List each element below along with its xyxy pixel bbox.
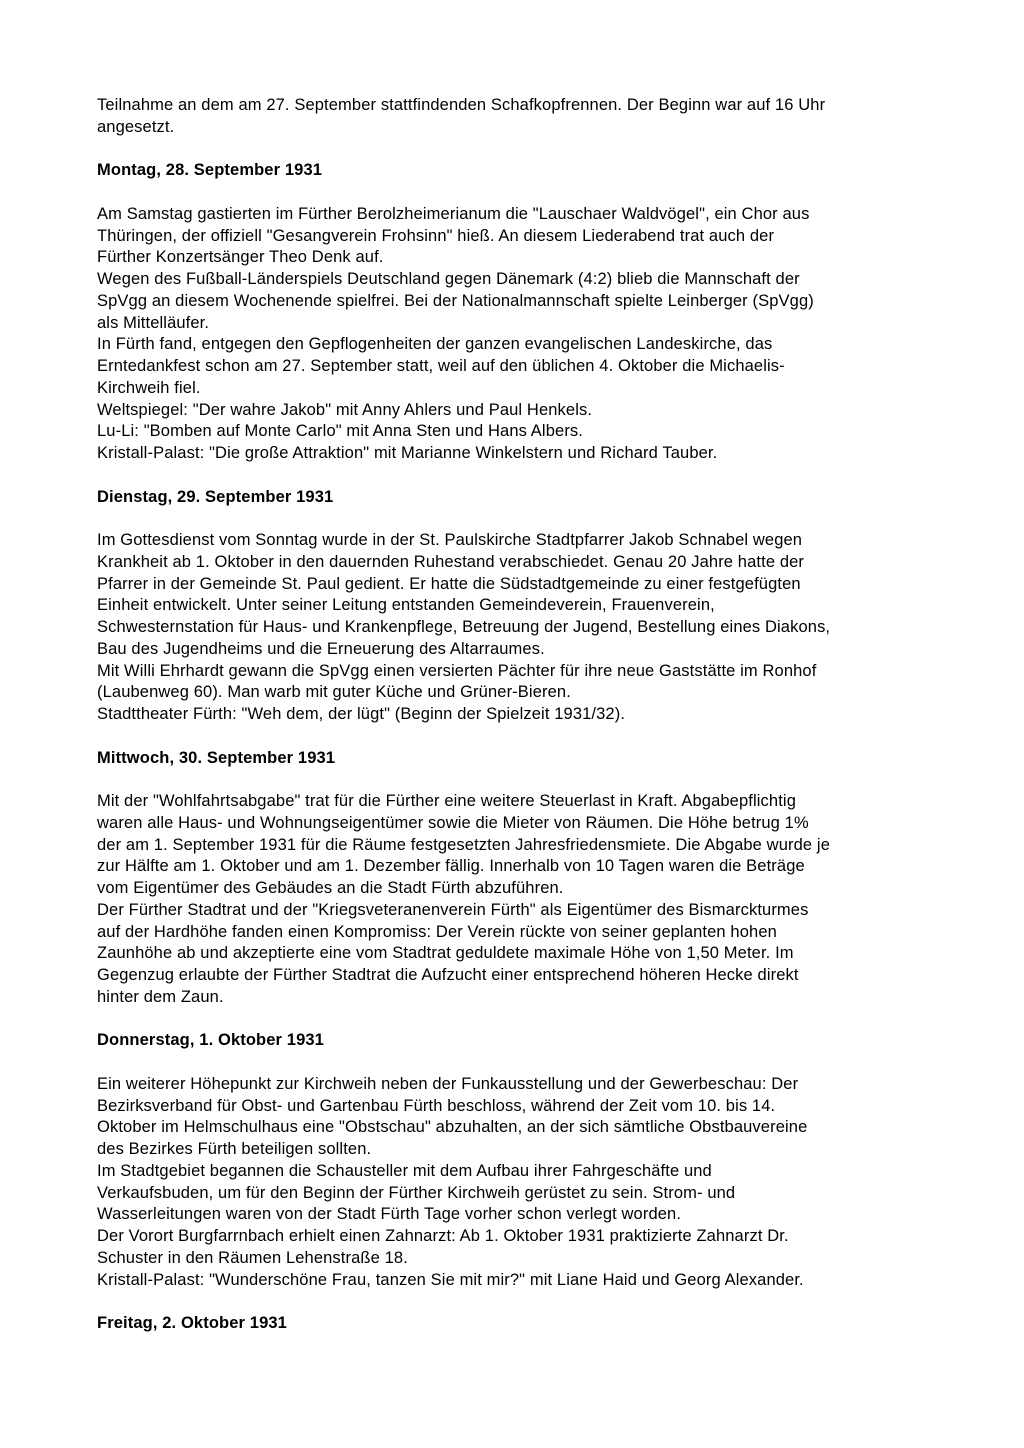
text-line: hinter dem Zaun.: [97, 987, 224, 1006]
text-line: als Mittelläufer.: [97, 313, 210, 332]
text-line: Am Samstag gastierten im Fürther Berolzheimerianum die "Lauschaer Waldvögel", ein Chor aus: [97, 204, 810, 223]
text-line: Kirchweih fiel.: [97, 378, 201, 397]
text-line: Mit der "Wohlfahrtsabgabe" trat für die Fürther eine weitere Steuerlast in Kraft. Abgabepflichtig: [97, 792, 796, 810]
text-line: Teilnahme an dem am 27. September stattfindenden Schafkopfrennen. Der Beginn war auf 16 Uhr: [97, 96, 826, 114]
text-line: Bau des Jugendheims und die Erneuerung des Altarraumes.: [97, 639, 545, 658]
text-line: des Bezirkes Fürth beteiligen sollten.: [97, 1140, 372, 1158]
text-line: Im Gottesdienst vom Sonntag wurde in der St. Paulskirche Stadtpfarrer Jakob Schnabel wegen: [97, 531, 803, 549]
text-line: der am 1. September 1931 für die Räume festgesetzten Jahresfriedensmiete. Die Abgabe wurde je: [97, 835, 830, 854]
text-line: Schuster in den Räumen Lehenstraße 18.: [97, 1248, 408, 1267]
text-line: Gegenzug erlaubte der Fürther Stadtrat die Aufzucht einer entsprechend höheren Hecke direkt: [97, 966, 799, 984]
text-line: Wasserleitungen waren von der Stadt Fürth Tage vorher schon verlegt worden.: [97, 1205, 682, 1224]
text-line: (Laubenweg 60). Man warb mit guter Küche und Grüner-Bieren.: [97, 683, 571, 702]
text-line: Wegen des Fußball-Länderspiels Deutschland gegen Dänemark (4:2) blieb die Mannschaft der: [97, 270, 800, 288]
text-line: SpVgg an diesem Wochenende spielfrei. Bei der Nationalmannschaft spielte Leinberger (SpVgg): [97, 291, 814, 310]
section-heading: Mittwoch, 30. September 1931: [97, 748, 336, 767]
text-line: Stadttheater Fürth: "Weh dem, der lügt" (Beginn der Spielzeit 1931/32).: [97, 705, 626, 723]
text-line: Oktober im Helmschulhaus eine "Obstschau" abzuhalten, an der sich sämtliche Obstbauvereine: [97, 1118, 808, 1137]
text-line: Kristall-Palast: "Wunderschöne Frau, tanzen Sie mit mir?" mit Liane Haid und Georg Alexander.: [97, 1270, 804, 1289]
text-line: Einheit entwickelt. Unter seiner Leitung entstanden Gemeindeverein, Frauenverein,: [97, 596, 715, 615]
text-line: Krankheit ab 1. Oktober in den dauernden Ruhestand verabschiedet. Genau 20 Jahre hatte der: [97, 552, 805, 571]
text-line: Der Vorort Burgfarrnbach erhielt einen Zahnarzt: Ab 1. Oktober 1931 praktizierte Zahnarzt Dr.: [97, 1227, 789, 1245]
text-line: Fürther Konzertsänger Theo Denk auf.: [97, 248, 384, 267]
text-line: Im Stadtgebiet begannen die Schausteller mit dem Aufbau ihrer Fahrgeschäfte und: [97, 1161, 712, 1180]
text-line: Mit Willi Ehrhardt gewann die SpVgg einen versierten Pächter für ihre neue Gaststätte im Ronhof: [97, 661, 817, 680]
text-line: auf der Hardhöhe fanden einen Kompromiss: Der Verein rückte von seiner geplanten hohen: [97, 922, 777, 941]
text-line: zur Hälfte am 1. Oktober und am 1. Dezember fällig. Innerhalb von 10 Tagen waren die Beträge: [97, 857, 805, 876]
text-line: vom Eigentümer des Gebäudes an die Stadt Fürth abzuführen.: [97, 879, 564, 897]
section-heading: Donnerstag, 1. Oktober 1931: [97, 1031, 324, 1050]
document-content: [97, 95, 957, 1357]
text-line: Lu-Li: "Bomben auf Monte Carlo" mit Anna Sten und Hans Albers.: [97, 422, 584, 441]
text-line: Thüringen, der offiziell "Gesangverein Frohsinn" hieß. An diesem Liederabend trat auch der: [97, 226, 775, 245]
text-line: Weltspiegel: "Der wahre Jakob" mit Anny Ahlers und Paul Henkels.: [97, 400, 593, 419]
text-line: Schwesternstation für Haus- und Krankenpflege, Betreuung der Jugend, Bestellung eines Diakons,: [97, 618, 831, 636]
text-line: Pfarrer in der Gemeinde St. Paul gedient. Er hatte die Südstadtgemeinde zu einer festgefügten: [97, 574, 801, 593]
section-heading: Dienstag, 29. September 1931: [97, 487, 334, 506]
text-line: Ein weiterer Höhepunkt zur Kirchweih neben der Funkausstellung und der Gewerbeschau: Der: [97, 1074, 799, 1093]
text-line: In Fürth fand, entgegen den Gepflogenheiten der ganzen evangelischen Landeskirche, das: [97, 335, 773, 354]
text-line: Kristall-Palast: "Die große Attraktion" mit Marianne Winkelstern und Richard Tauber.: [97, 444, 718, 462]
section-heading: Montag, 28. September 1931: [97, 161, 323, 180]
text-line: Zaunhöhe ab und akzeptierte eine vom Stadtrat geduldete maximale Höhe von 1,50 Meter. Im: [97, 944, 794, 963]
text-line: Bezirksverband für Obst- und Gartenbau Fürth beschloss, während der Zeit vom 10. bis 14.: [97, 1096, 776, 1115]
text-line: angesetzt.: [97, 117, 175, 136]
text-line: Verkaufsbuden, um für den Beginn der Fürther Kirchweih gerüstet zu sein. Strom- und: [97, 1183, 736, 1202]
text-line: Der Fürther Stadtrat und der "Kriegsveteranenverein Fürth" als Eigentümer des Bismarckturmes: [97, 900, 809, 919]
section-heading: Freitag, 2. Oktober 1931: [97, 1314, 287, 1332]
text-line: Erntedankfest schon am 27. September statt, weil auf den üblichen 4. Oktober die Michaelis-: [97, 357, 785, 375]
text-line: waren alle Haus- und Wohnungseigentümer sowie die Mieter von Räumen. Die Höhe betrug 1%: [97, 813, 809, 832]
